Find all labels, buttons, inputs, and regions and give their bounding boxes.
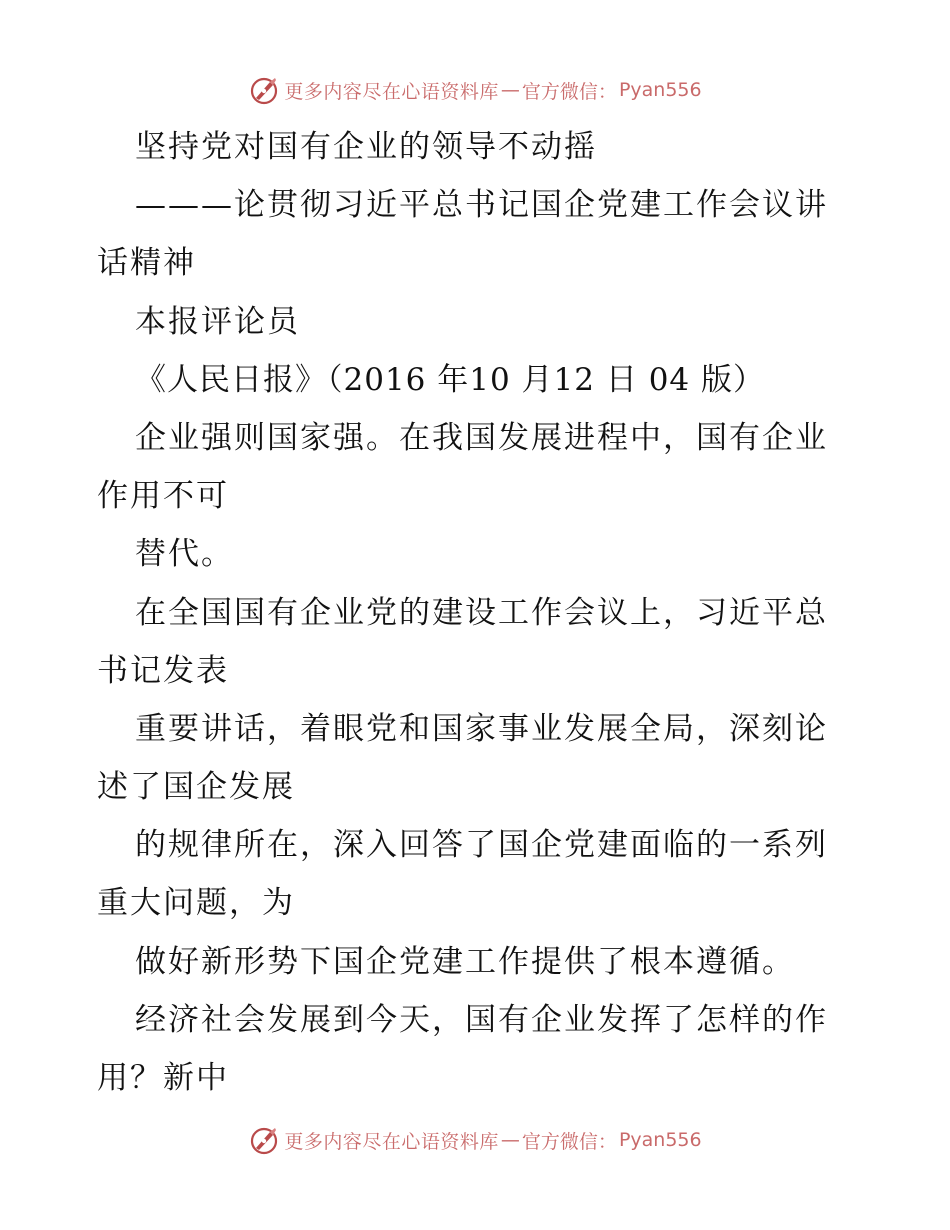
banner-separator: — [500, 1129, 520, 1151]
article-title: 坚持党对国有企业的领导不动摇 [135, 129, 597, 165]
article-subtitle: ———论贯彻习近平总书记国企党建工作会议讲 [135, 187, 828, 224]
article-author: 本报评论员 [135, 303, 300, 340]
paragraph-line: 作用不可 [97, 478, 229, 515]
paragraph-line: 替代。 [135, 536, 234, 573]
paragraph-line: 重要讲话，着眼党和国家事业发展全局，深刻论 [135, 710, 828, 747]
quill-logo-icon [248, 74, 280, 106]
footer-banner [0, 1120, 950, 1160]
paragraph-line: 书记发表 [97, 652, 229, 689]
banner-contact-label: 官方微信： [521, 1130, 617, 1153]
paragraph-line: 企业强则国家强。在我国发展进程中，国有企业 [135, 419, 828, 456]
paragraph-line: 的规律所在，深入回答了国企党建面临的一系列 [135, 827, 828, 864]
banner-text: 更多内容尽在心语资料库 [284, 80, 499, 103]
banner-contact-label: 官方微信： [521, 80, 617, 103]
banner-wechat-id: Pyan556 [618, 79, 702, 101]
paragraph-line: 在全国国有企业党的建设工作会议上，习近平总 [135, 594, 828, 631]
banner-separator: — [500, 79, 520, 101]
paragraph-line: 述了国企发展 [97, 769, 295, 806]
banner-wechat-id: Pyan556 [618, 1129, 702, 1151]
article-subtitle-cont: 话精神 [97, 245, 196, 282]
header-banner [0, 70, 950, 110]
paragraph-line: 用？新中 [97, 1060, 229, 1096]
banner-text: 更多内容尽在心语资料库 [284, 1130, 499, 1153]
article-body [97, 118, 857, 1107]
paragraph-line: 重大问题，为 [97, 885, 295, 922]
paragraph-line: 做好新形势下国企党建工作提供了根本遵循。 [135, 943, 795, 980]
article-source: 《人民日报》（2016 年10 月12 日 04 版） [135, 361, 766, 398]
paragraph-line: 经济社会发展到今天，国有企业发挥了怎样的作 [135, 1001, 828, 1038]
quill-logo-icon [248, 1124, 280, 1156]
